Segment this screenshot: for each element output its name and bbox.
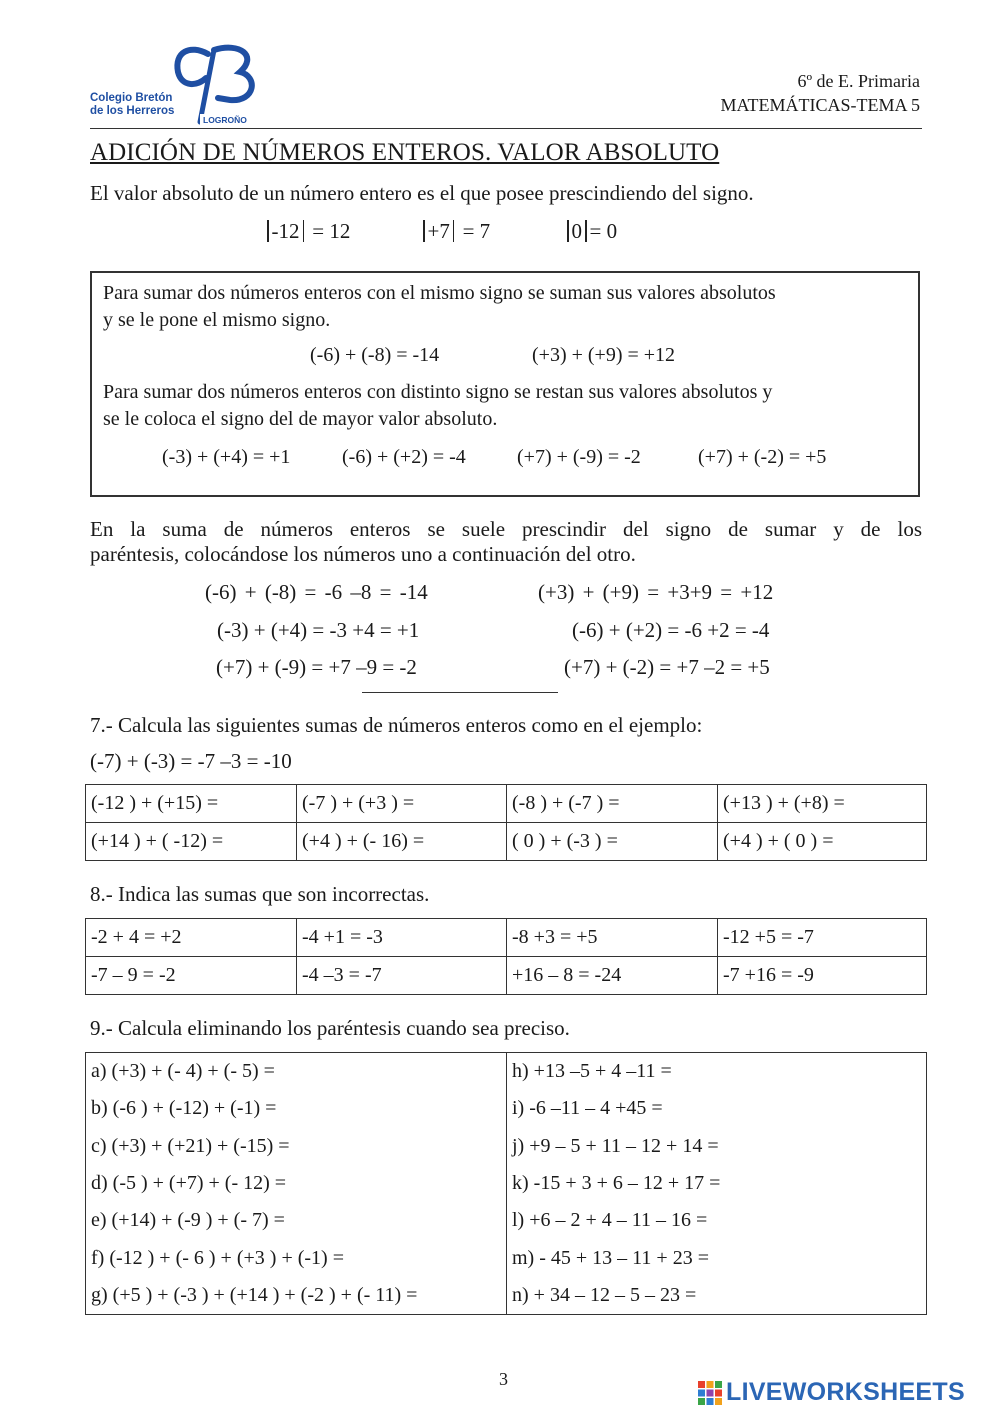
ex9-cell[interactable]: j) +9 – 5 + 11 – 12 + 14 = xyxy=(507,1128,927,1165)
rule-same-sign-line2: y se le pone el mismo signo. xyxy=(103,309,331,331)
ex8-table xyxy=(85,918,927,995)
simplify-line2: paréntesis, colocándose los números uno a continuación del otro. xyxy=(90,542,636,566)
abs-bar-icon xyxy=(453,220,455,242)
ex9-cell[interactable]: i) -6 –11 – 4 +45 = xyxy=(507,1090,927,1127)
ex9-cell[interactable]: c) (+3) + (+21) + (-15) = xyxy=(91,1134,290,1157)
ex8-cell[interactable]: -4 –3 = -7 xyxy=(297,957,507,995)
simplify-line1-text: En la suma de números enteros se suele prescindir del signo de sumar y de los xyxy=(90,517,922,541)
ex9-cell[interactable]: k) -15 + 3 + 6 – 12 + 17 = xyxy=(507,1165,927,1202)
rule-same-example-2: (+3) + (+9) = +12 xyxy=(532,344,676,366)
rule-same-sign-line1: Para sumar dos números enteros con el mismo signo se suman sus valores absolutos xyxy=(103,282,776,304)
ex8-cell[interactable]: -7 +16 = -9 xyxy=(718,957,927,995)
simplify-line1 xyxy=(90,517,922,542)
table-row xyxy=(86,957,927,995)
table-row xyxy=(86,1090,927,1127)
header-divider xyxy=(90,128,922,129)
ex8-title: 8.- Indica las sumas que son incorrectas. xyxy=(90,882,430,906)
ex9-cell[interactable]: n) + 34 – 12 – 5 – 23 = xyxy=(507,1277,927,1315)
abs-example-3 xyxy=(564,219,617,244)
ex8-cell[interactable]: -2 + 4 = +2 xyxy=(86,919,297,957)
abs-bar-icon xyxy=(303,220,305,242)
table-row xyxy=(86,785,927,823)
ex9-cell[interactable]: a) (+3) + (- 4) + (- 5) = xyxy=(91,1060,275,1083)
abs-bar-icon xyxy=(567,220,569,242)
ex9-cell[interactable]: f) (-12 ) + (- 6 ) + (+3 ) + (-1) = xyxy=(91,1246,344,1269)
ex8-cell[interactable]: -12 +5 = -7 xyxy=(718,919,927,957)
simplify-example-1a: (-6) + (-8) = -6 –8 = -14 xyxy=(205,580,428,604)
rule-diff-example-3: (+7) + (-9) = -2 xyxy=(517,446,641,468)
rule-diff-sign-line2: se le coloca el signo del de mayor valor absoluto. xyxy=(103,408,498,430)
rule-same-example-1: (-6) + (-8) = -14 xyxy=(310,344,440,366)
table-row xyxy=(86,1239,927,1276)
subject-label: MATEMÁTICAS-TEMA 5 xyxy=(720,95,920,115)
rule-diff-example-2: (-6) + (+2) = -4 xyxy=(342,446,466,468)
abs-example-2 xyxy=(420,219,490,244)
ex9-cell[interactable]: m) - 45 + 13 – 11 + 23 = xyxy=(507,1239,927,1276)
abs-inner: +7 xyxy=(427,219,450,243)
ex7-cell[interactable]: (-12 ) + (+15) = xyxy=(86,785,297,823)
simplify-example-3a: (+7) + (-9) = +7 –9 = -2 xyxy=(216,655,417,679)
page-number: 3 xyxy=(499,1369,508,1389)
abs-inner: 0 xyxy=(571,219,582,243)
ex9-cell[interactable]: e) (+14) + (-9 ) + (- 7) = xyxy=(91,1209,285,1232)
ex8-cell[interactable]: -4 +1 = -3 xyxy=(297,919,507,957)
school-logo xyxy=(90,42,260,128)
ex7-title: 7.- Calcula las siguientes sumas de números enteros como en el ejemplo: xyxy=(90,713,703,737)
simplify-example-2b: (-6) + (+2) = -6 +2 = -4 xyxy=(572,618,770,642)
simplify-example-3b: (+7) + (-2) = +7 –2 = +5 xyxy=(564,655,770,679)
logo-text-line2: de los Herreros xyxy=(90,105,175,117)
ex7-table xyxy=(85,784,927,861)
page-title: ADICIÓN DE NÚMEROS ENTEROS. VALOR ABSOLUTO xyxy=(90,139,720,166)
ex7-cell[interactable]: (+14 ) + ( -12) = xyxy=(86,823,297,861)
ex7-cell[interactable]: ( 0 ) + (-3 ) = xyxy=(507,823,718,861)
table-row xyxy=(86,1277,927,1315)
ex7-cell[interactable]: (+13 ) + (+8) = xyxy=(718,785,927,823)
ex7-cell[interactable]: (+4 ) + ( 0 ) = xyxy=(718,823,927,861)
ex9-cell[interactable]: h) +13 –5 + 4 –11 = xyxy=(507,1053,927,1091)
ex9-cell[interactable]: g) (+5 ) + (-3 ) + (+14 ) + (-2 ) + (- 11) = xyxy=(91,1283,418,1306)
ex9-table xyxy=(85,1052,927,1315)
ex7-cell[interactable]: (+4 ) + (- 16) = xyxy=(297,823,507,861)
grade-label: 6º de E. Primaria xyxy=(797,71,920,91)
ex8-cell[interactable]: +16 – 8 = -24 xyxy=(507,957,718,995)
table-row xyxy=(86,823,927,861)
watermark-text: LIVEWORKSHEETS xyxy=(726,1378,965,1406)
table-row xyxy=(86,1053,927,1091)
ex8-cell[interactable]: -8 +3 = +5 xyxy=(507,919,718,957)
rule-diff-example-1: (-3) + (+4) = +1 xyxy=(162,446,291,468)
table-row xyxy=(86,919,927,957)
simplify-example-1b: (+3) + (+9) = +3+9 = +12 xyxy=(538,580,774,604)
ex7-cell[interactable]: (-7 ) + (+3 ) = xyxy=(297,785,507,823)
table-row xyxy=(86,1128,927,1165)
ex9-cell[interactable]: d) (-5 ) + (+7) + (- 12) = xyxy=(91,1172,287,1195)
logo-text-line1: Colegio Bretón xyxy=(90,92,173,104)
ex7-example: (-7) + (-3) = -7 –3 = -10 xyxy=(90,749,292,773)
liveworksheets-logo-icon xyxy=(698,1381,722,1405)
abs-inner: -12 xyxy=(271,219,300,243)
ex7-cell[interactable]: (-8 ) + (-7 ) = xyxy=(507,785,718,823)
intro-text: El valor absoluto de un número entero es el que posee prescindiendo del signo. xyxy=(90,181,754,205)
logo-city: LOGROÑO xyxy=(203,115,247,125)
section-divider xyxy=(362,692,558,693)
abs-result: = 7 xyxy=(462,219,491,243)
abs-result: = 12 xyxy=(312,219,351,243)
table-row xyxy=(86,1202,927,1239)
ex8-cell[interactable]: -7 – 9 = -2 xyxy=(86,957,297,995)
abs-example-1 xyxy=(264,219,350,244)
ex9-cell[interactable]: b) (-6 ) + (-12) + (-1) = xyxy=(91,1097,277,1120)
abs-bar-icon xyxy=(267,220,269,242)
simplify-example-2a: (-3) + (+4) = -3 +4 = +1 xyxy=(217,618,420,642)
ex9-cell[interactable]: l) +6 – 2 + 4 – 11 – 16 = xyxy=(507,1202,927,1239)
rule-diff-example-4: (+7) + (-2) = +5 xyxy=(698,446,827,468)
abs-bar-icon xyxy=(423,220,425,242)
ex9-title: 9.- Calcula eliminando los paréntesis cuando sea preciso. xyxy=(90,1016,570,1040)
abs-bar-icon xyxy=(585,220,587,242)
header-info xyxy=(720,69,920,117)
table-row xyxy=(86,1165,927,1202)
abs-result: = 0 xyxy=(589,219,618,243)
rule-diff-sign-line1: Para sumar dos números enteros con distinto signo se restan sus valores absolutos y xyxy=(103,381,773,403)
